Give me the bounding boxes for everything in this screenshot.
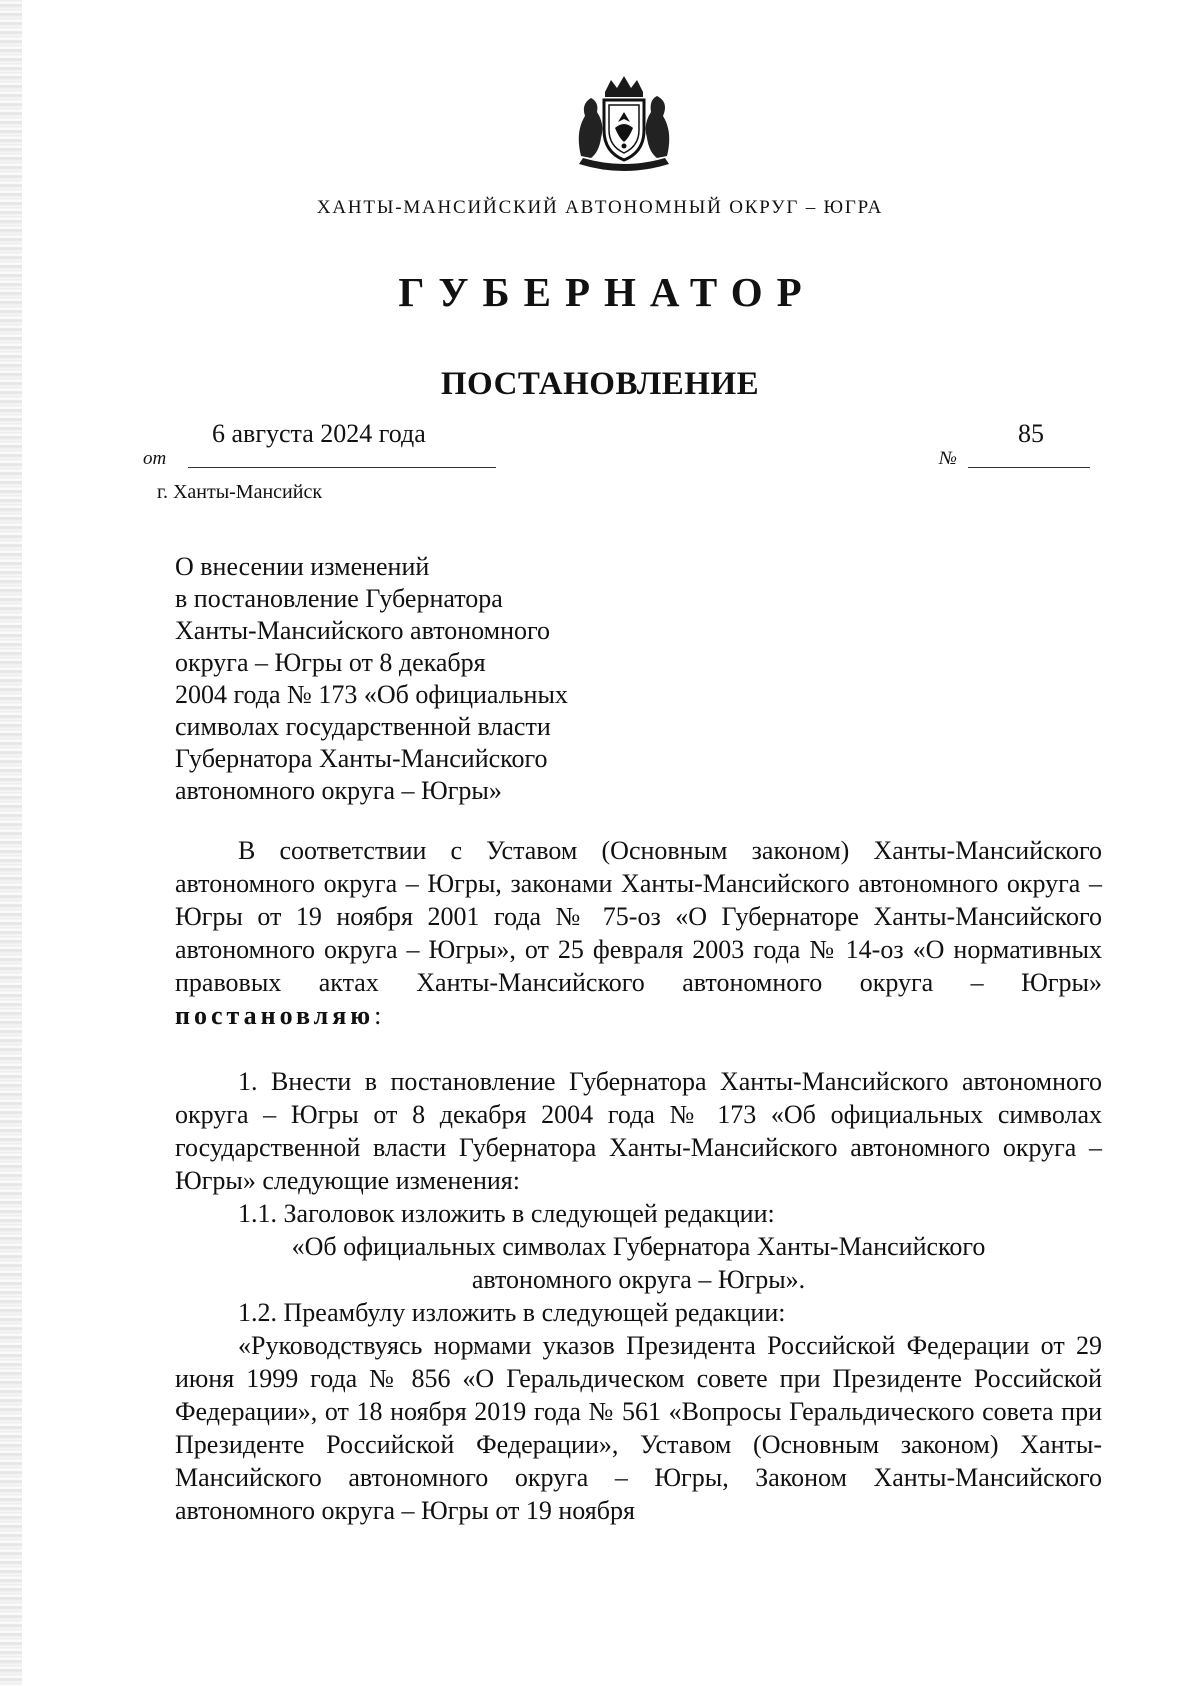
- subject-line: округа – Югры от 8 декабря: [175, 648, 486, 677]
- preamble-text: В соответствии с Уставом (Основным законом) Ханты-Мансийского автономного округа – Югры, законами Ханты-Мансийского автономного округа – Югры от 19 ноября 2001 года № 75-оз «О Губернаторе Ханты-Мансийского автономного округа – Югры», от 25 февраля 2003 года № 14-оз «О нормативных правовых актах Ханты-Мансийского автономного округа – Югры»: [175, 836, 1102, 997]
- date-underline: [188, 467, 496, 468]
- city-name: г. Ханты-Мансийск: [157, 481, 323, 503]
- decree-subject: [175, 551, 695, 807]
- new-preamble-paragraph: «Руководствуясь нормами указов Президента Российской Федерации от 29 июня 1999 года № 856 «О Геральдическом совете при Президенте Российской Федерации», от 18 ноября 2019 года № 561 «Вопросы Геральдического совета при Президенте Российской Федерации», Уставом (Основным законом) Ханты-Мансийского автономного округа – Югры, Законом Ханты-Мансийского автономного округа – Югры от 19 ноября: [175, 1331, 1102, 1525]
- subject-line: автономного округа – Югры»: [175, 776, 502, 805]
- subject-line: Ханты-Мансийского автономного: [175, 616, 551, 645]
- resolve-word: постановляю: [175, 1001, 375, 1030]
- preamble-paragraph: [175, 834, 1102, 1032]
- decree-number: 85: [1018, 419, 1044, 448]
- subject-line: в постановление Губернатора: [175, 584, 503, 613]
- new-title-line-2: автономного округа – Югры».: [471, 1265, 806, 1294]
- item-1-2-paragraph: 1.2. Преамбулу изложить в следующей редакции:: [238, 1298, 786, 1327]
- authority-title: ГУБЕРНАТОР: [398, 269, 816, 315]
- subject-line: Губернатора Ханты-Мансийского: [175, 744, 548, 773]
- decree-body: [175, 834, 1102, 1527]
- scan-edge: [0, 0, 22, 1686]
- item-1-paragraph: 1. Внести в постановление Губернатора Ханты-Мансийского автономного округа – Югры от 8 декабря 2004 года № 173 «Об официальных символах государственной власти Губернатора Ханты-Мансийского автономного округа – Югры» следующие изменения:: [175, 1067, 1102, 1195]
- coat-of-arms-emblem: [571, 72, 677, 176]
- subject-line: символах государственной власти: [175, 712, 551, 741]
- region-name: ХАНТЫ-МАНСИЙСКИЙ АВТОНОМНЫЙ ОКРУГ – ЮГРА: [316, 197, 884, 218]
- subject-line: О внесении изменений: [175, 552, 430, 581]
- decree-date: 6 августа 2024 года: [212, 419, 426, 448]
- item-1-1-paragraph: 1.1. Заголовок изложить в следующей редакции:: [238, 1199, 775, 1228]
- document-type-title: ПОСТАНОВЛЕНИЕ: [440, 366, 760, 402]
- number-underline: [968, 467, 1090, 468]
- number-label: №: [939, 448, 957, 469]
- subject-line: 2004 года № 173 «Об официальных: [175, 680, 568, 709]
- from-label: от: [143, 448, 167, 469]
- resolve-colon: :: [374, 1001, 382, 1030]
- new-title-line-1: «Об официальных символах Губернатора Ханты-Мансийского: [291, 1232, 986, 1261]
